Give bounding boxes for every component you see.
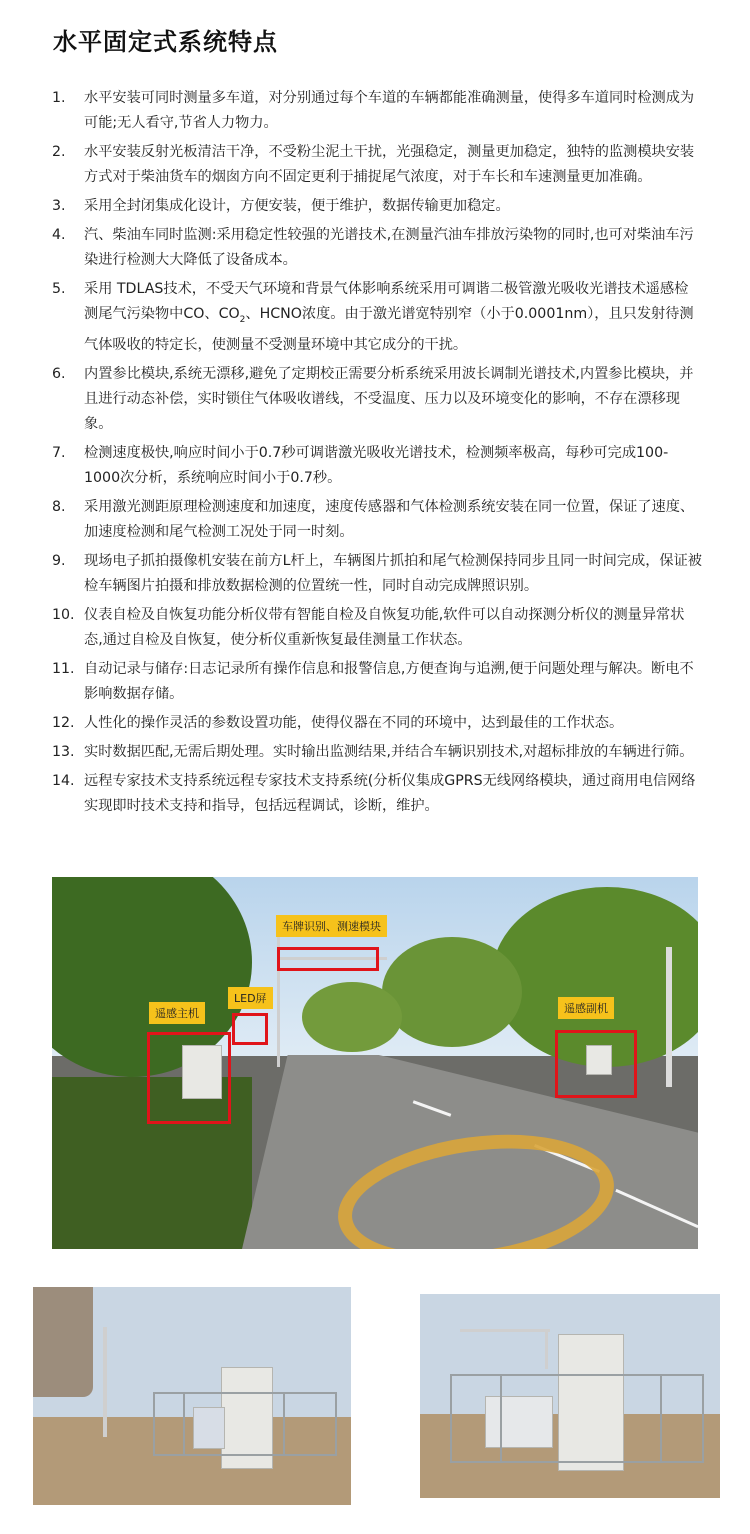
gantry-pole [545, 1329, 548, 1369]
item-number: 11. [52, 660, 75, 677]
item-text: 自动记录与储存:日志记录所有操作信息和报警信息,方便查询与追溯,便于问题处理与解决。断电不影响数据存储。 [84, 660, 694, 702]
fence-post [500, 1374, 502, 1461]
led-screen-highlight [232, 1013, 268, 1045]
item-text-part-b: 、HCNO浓度。由于激光谱宽特别窄（小于0.0001nm），且只发射待测气体吸收的特定长，使测量不受测量环境中其它成分的干扰。 [84, 306, 694, 353]
list-item [52, 549, 702, 599]
item-text: 采用激光测距原理检测速度和加速度，速度传感器和气体检测系统安装在同一位置，保证了速度、加速度检测和尾气检测工况处于同一时刻。 [84, 498, 695, 540]
item-number: 2. [52, 144, 66, 160]
fence-post [183, 1392, 185, 1454]
fence-post [283, 1392, 285, 1454]
tree [302, 982, 402, 1052]
main-unit-label: 遥感主机 [149, 1002, 205, 1024]
list-item [52, 441, 702, 491]
item-number: 12. [52, 714, 75, 731]
item-text: 水平安装反射光板清洁干净，不受粉尘泥土干扰，光强稳定，测量更加稳定，独特的监测模块安装方式对于柴油货车的烟囱方向不固定更利于捕捉尾气浓度，对于车长和车速测量更加准确。 [84, 144, 695, 185]
cabinet-photo-left [33, 1287, 351, 1505]
item-number: 8. [52, 498, 66, 515]
item-text [84, 277, 702, 358]
page-title: 水平固定式系统特点 [53, 28, 278, 56]
gantry-arm [460, 1329, 550, 1332]
item-number: 3. [52, 198, 66, 214]
item-text: 人性化的操作灵活的参数设置功能，使得仪器在不同的环境中，达到最佳的工作状态。 [84, 714, 624, 731]
gantry-pole [103, 1327, 107, 1437]
item-number: 7. [52, 444, 66, 461]
list-item [52, 495, 702, 545]
fence-post [660, 1374, 662, 1461]
item-number: 9. [52, 552, 66, 569]
road-installation-photo [52, 877, 698, 1249]
list-item [52, 223, 702, 273]
sub-unit-label: 遥感副机 [558, 997, 614, 1019]
item-text: 采用全封闭集成化设计，方便安装，便于维护，数据传输更加稳定。 [84, 198, 510, 214]
subscript-2: 2 [239, 314, 246, 325]
item-text: 水平安装可同时测量多车道，对分别通过每个车道的车辆都能准确测量，使得多车道同时检测成为可能;无人看守,节省人力物力。 [84, 90, 695, 131]
item-number: 14. [52, 772, 75, 789]
list-item [52, 657, 702, 707]
item-number: 6. [52, 365, 66, 382]
item-number: 5. [52, 281, 66, 297]
list-item [52, 769, 702, 819]
plate-module-highlight [277, 947, 379, 971]
fence [450, 1374, 704, 1463]
item-number: 13. [52, 743, 75, 760]
list-item [52, 86, 702, 136]
cabinet-photo-right [420, 1294, 720, 1498]
list-item [52, 711, 702, 736]
tree [382, 937, 522, 1047]
item-text: 内置参比模块,系统无漂移,避免了定期校正需要分析系统采用波长调制光谱技术,内置参比模块，并且进行动态补偿，实时锁住气体吸收谱线，不受温度、压力以及环境变化的影响，不存在漂移现象。 [84, 365, 694, 432]
list-item [52, 140, 702, 190]
item-number: 4. [52, 227, 66, 243]
list-item [52, 194, 702, 219]
item-text-part-a: 采用 TDLAS技术，不受天气环境和背景气体影响系统采用可调谐二极管激光吸收光谱技术遥感检测尾气污染物中CO、CO [84, 281, 689, 322]
fence [153, 1392, 337, 1456]
feature-list [52, 86, 702, 823]
list-item [52, 740, 702, 765]
list-item [52, 603, 702, 653]
sub-unit-highlight [555, 1030, 637, 1098]
list-item [52, 277, 702, 358]
list-item [52, 362, 702, 437]
bare-tree [33, 1287, 93, 1397]
item-text: 远程专家技术支持系统远程专家技术支持系统(分析仪集成GPRS无线网络模块，通过商用电信网络实现即时技术支持和指导，包括远程调试，诊断，维护。 [84, 772, 696, 814]
item-text: 现场电子抓拍摄像机安装在前方L杆上，车辆图片抓拍和尾气检测保持同步且同一时间完成，保证被检车辆图片拍摄和排放数据检测的位置统一性，同时自动完成牌照识别。 [84, 552, 702, 594]
item-text: 实时数据匹配,无需后期处理。实时输出监测结果,并结合车辆识别技术,对超标排放的车辆进行筛。 [84, 743, 694, 760]
item-text: 仪表自检及自恢复功能分析仪带有智能自检及自恢复功能,软件可以自动探测分析仪的测量异常状态,通过自检及自恢复，使分析仪重新恢复最佳测量工作状态。 [84, 606, 685, 648]
main-unit-highlight [147, 1032, 231, 1124]
item-number: 1. [52, 90, 66, 106]
item-text: 检测速度极快,响应时间小于0.7秒可调谐激光吸收光谱技术，检测频率极高，每秒可完成100-1000次分析，系统响应时间小于0.7秒。 [84, 444, 669, 486]
item-text: 汽、柴油车同时监测:采用稳定性较强的光谱技术,在测量汽油车排放污染物的同时,也可对柴油车污染进行检测大大降低了设备成本。 [84, 227, 694, 268]
plate-module-label: 车牌识别、测速模块 [276, 915, 387, 937]
street-light-pole [666, 947, 672, 1087]
led-screen-label: LED屏 [228, 987, 273, 1009]
item-number: 10. [52, 606, 75, 623]
